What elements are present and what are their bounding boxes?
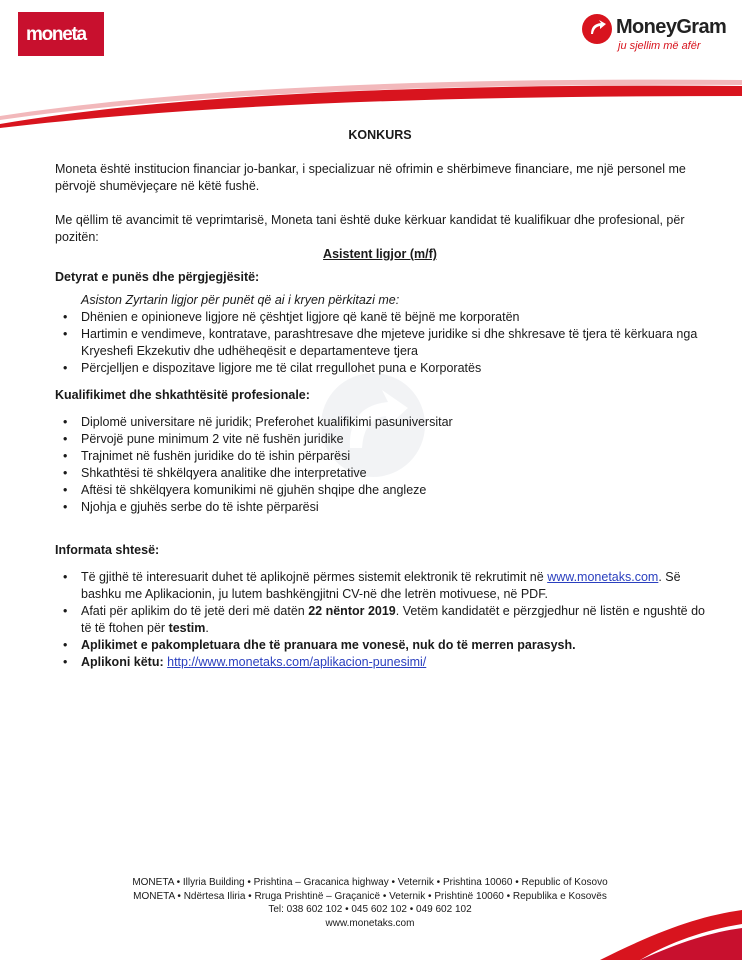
list-item: • Njohja e gjuhës serbe do të ishte përparësi — [55, 499, 705, 516]
position-title: Asistent ligjor (m/f) — [323, 247, 437, 261]
qualifications-heading: Kualifikimet dhe shkathtësitë profesionale: — [55, 388, 310, 402]
info-text: Afati për aplikim do të jetë deri më datën — [81, 604, 309, 618]
website-link[interactable]: www.monetaks.com — [547, 570, 659, 584]
moneygram-arrow-icon — [582, 14, 612, 44]
info-text: . — [205, 621, 209, 635]
info-heading: Informata shtesë: — [55, 543, 160, 557]
moneta-logo-text: moneta — [26, 24, 86, 45]
footer-swoosh — [0, 880, 742, 960]
header-swoosh — [0, 76, 742, 128]
info-text: Të gjithë të interesuarit duhet të aplikojnë përmes sistemit elektronik të rekrutimit në — [81, 570, 548, 584]
moneygram-name: MoneyGram — [616, 16, 727, 38]
page-title: KONKURS — [348, 128, 412, 142]
duties-list — [55, 309, 705, 377]
list-item: • Trajnimet në fushën juridike do të ishin përparësi — [55, 448, 705, 465]
vacancy-notice — [55, 127, 705, 671]
list-item: • Aftësi të shkëlqyera komunikimi në gjuhën shqipe dhe angleze — [55, 482, 705, 499]
list-item: • Shkathtësi të shkëlqyera analitike dhe interpretative — [55, 465, 705, 482]
footer-address-sq: MONETA • Ndërtesa Iliria • Rruga Prishtinë – Graçanicë • Veternik • Prishtinë 10060 • Republika e Kosovës — [133, 890, 607, 902]
footer-address-en: MONETA • Illyria Building • Prishtina – Gracanica highway • Veternik • Prishtina 10060 • Republic of Kosovo — [132, 877, 608, 888]
intro-paragraph-2: Me qëllim të avancimit të veprimtarisë, Moneta tani është duke kërkuar kandidat të kualifikuar dhe profesional, për pozitën: — [55, 213, 685, 244]
info-list — [55, 569, 705, 671]
list-item: • Përcjelljen e dispozitave ligjore me të cilat rregullohet puna e Korporatës — [55, 360, 705, 377]
moneygram-logo — [582, 12, 732, 56]
info-item-apply-system — [55, 569, 705, 603]
footer-website: www.monetaks.com — [325, 917, 415, 929]
info-text: . Vetëm kandidatët e përzgjedhur në listën e ngushtë do të të ftohen për — [81, 604, 706, 635]
list-item: • Hartimin e vendimeve, kontratave, parashtresave dhe mjeteve juridike si dhe shkresave të tjera të kërkuara nga Kryeshefi Ekzekutiv dhe udhëheqësit e departamenteve tjera — [55, 326, 705, 360]
info-item-apply-here — [55, 654, 705, 671]
qualifications-list — [55, 414, 705, 516]
list-item: • Dhënien e opinioneve ligjore në çështjet ligjore që kanë të bëjnë me korporatën — [55, 309, 705, 326]
list-item: • Diplomë universitare në juridik; Preferohet kualifikimi pasuniversitar — [55, 414, 705, 431]
footer-phones: Tel: 038 602 102 • 045 602 102 • 049 602 102 — [268, 904, 472, 915]
moneygram-tagline: ju sjellim më afër — [618, 40, 701, 52]
intro-paragraph-1: Moneta është institucion financiar jo-bankar, i specializuar në ofrimin e shërbimeve financiare, me një personel me përvojë shumëvjeçare në këtë fushë. — [55, 162, 686, 193]
duties-intro: Asiston Zyrtarin ligjor për punët që ai i kryen përkitazi me: — [81, 293, 400, 307]
info-item-deadline — [55, 603, 705, 637]
apply-label: Aplikoni këtu: — [81, 655, 168, 669]
info-item-incomplete — [55, 637, 705, 654]
moneta-logo — [18, 12, 104, 56]
application-link[interactable]: http://www.monetaks.com/aplikacion-punesimi/ — [167, 655, 427, 669]
info-text: . Së bashku me Aplikacionin, ju lutem bashkëngjitni CV-në dhe letrën motivuese, në PDF. — [81, 570, 681, 601]
testing-word: testim — [168, 621, 206, 635]
duties-heading: Detyrat e punës dhe përgjegjësitë: — [55, 270, 260, 284]
list-item: • Përvojë pune minimum 2 vite në fushën juridike — [55, 431, 705, 448]
info-text: Aplikimet e pakompletuara dhe të pranuara me vonesë, nuk do të merren parasysh. — [81, 638, 576, 652]
deadline-date: 22 nëntor 2019 — [308, 604, 396, 618]
